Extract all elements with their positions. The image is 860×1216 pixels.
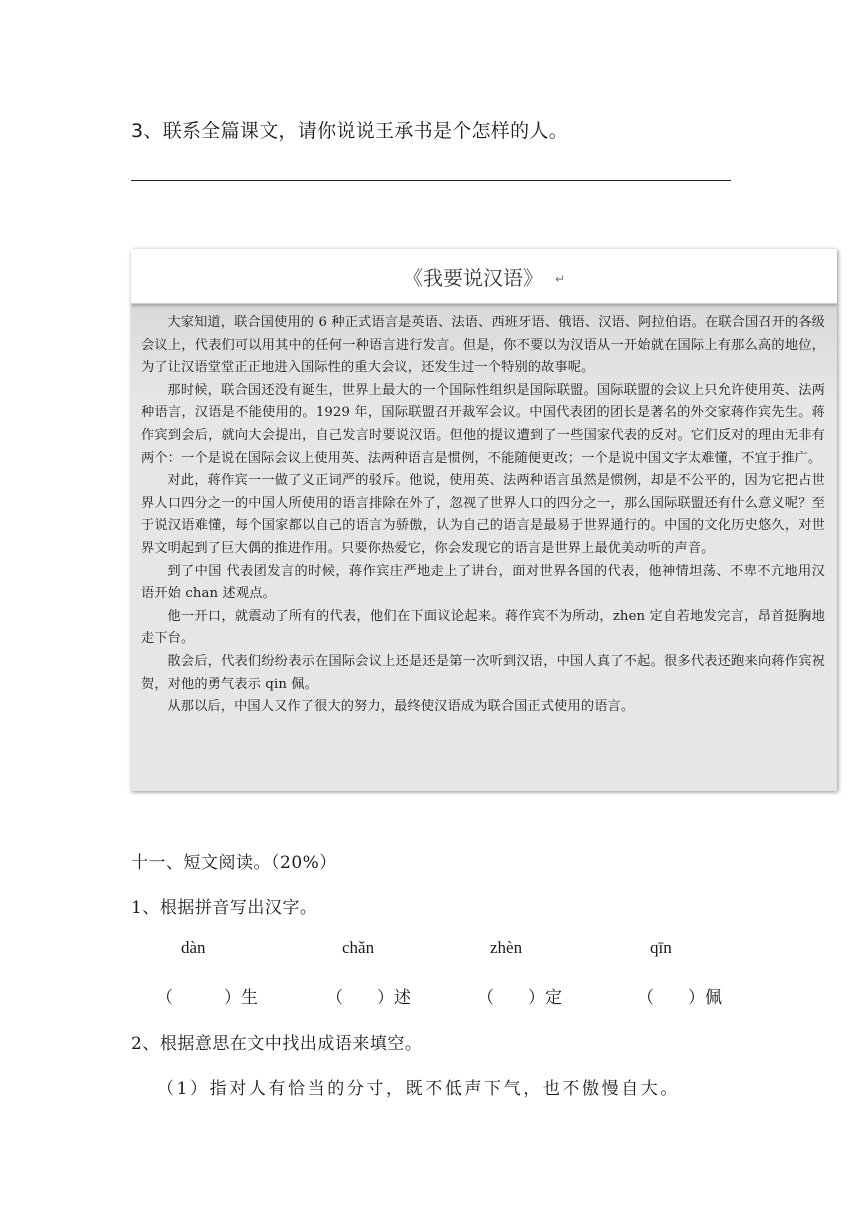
passage-paragraph: 那时候，联合国还没有诞生，世界上最大的一个国际性组织是国际联盟。国际联盟的会议上只允许使用英、法两种语言，汉语是不能使用的。1929 年，国际联盟召开裁军会议。中国代表团的团长是著名的外交家蒋作宾先生。蒋作宾到会后，就向大会提出，自己发言时要说汉语。但他的提议遭到了一些国家代表的反对。它们反对的理由无非有两个：一个是说在国际会议上使用英、法两种语言是惯例，不能随便更改；一个是说中国文字太难懂，不宜于推广。 — [141, 382, 825, 466]
question-2-item-1: （1）指对人有恰当的分寸，既不低声下气，也不傲慢自大。 — [157, 1079, 681, 1099]
passage-paragraph: 到了中国 代表团发言的时候，蒋作宾庄严地走上了讲台，面对世界各国的代表，他神情坦荡、不卑不亢地用汉语开始 chan 述观点。 — [141, 563, 825, 602]
passage-paragraph: 从那以后，中国人又作了很大的努力，最终使汉语成为联合国正式使用的语言。 — [167, 699, 635, 715]
section-11-title: 十一、短文阅读。（20%） — [131, 853, 337, 873]
pinyin-3: zhèn — [490, 938, 523, 957]
question-2: 2、根据意思在文中找出成语来填空。 — [131, 1034, 423, 1054]
passage-title: 《我要说汉语》 — [402, 265, 543, 290]
pinyin-4: qīn — [650, 938, 672, 957]
passage-paragraph: 大家知道，联合国使用的 6 种正式语言是英语、法语、西班牙语、俄语、汉语、阿拉伯语。在联合国召开的各级会议上，代表们可以用其中的任何一种语言进行发言。但是，你不要以为汉语从一开始就在国际上有那么高的地位，为了让汉语堂堂正正地进入国际性的重大会议，还发生过一个特别的故事呢。 — [141, 315, 825, 376]
return-mark-icon: ↵ — [554, 272, 566, 286]
passage-paragraph: 他一开口，就震动了所有的代表，他们在下面议论起来。蒋作宾不为所动，zhen 定自若地发完言，昂首挺胸地走下台。 — [141, 608, 825, 647]
answer-line — [131, 180, 731, 181]
blank-1: （ ）生 — [156, 988, 258, 1008]
question-1: 1、根据拼音写出汉字。 — [131, 898, 318, 918]
passage-image — [131, 249, 837, 791]
question-3: 3、联系全篇课文，请你说说王承书是个怎样的人。 — [131, 120, 568, 142]
pinyin-2: chǎn — [342, 938, 375, 957]
passage-body — [131, 304, 837, 790]
passage-paragraph: 散会后，代表们纷纷表示在国际会议上还是还是第一次听到汉语，中国人真了不起。很多代表还跑来向蒋作宾祝贺，对他的勇气表示 qin 佩。 — [141, 653, 825, 692]
blank-4: （ ）佩 — [637, 988, 722, 1008]
passage-header — [131, 249, 837, 304]
blank-3: （ ）定 — [477, 988, 562, 1008]
blank-2: （ ）述 — [326, 988, 411, 1008]
passage-paragraph: 对此，蒋作宾一一做了义正词严的驳斥。他说，使用英、法两种语言虽然是惯例，却是不公平的，因为它把占世界人口四分之一的中国人所使用的语言排除在外了，忽视了世界人口的四分之一，那么国际联盟还有什么意义呢？至于说汉语难懂，每个国家都以自己的语言为骄傲，认为自己的语言是最易于世界通行的。中国的文化历史悠久，对世界文明起到了巨大偶的推进作用。只要你热爱它，你会发现它的语言是世界上最优美动听的声音。 — [141, 473, 825, 556]
pinyin-1: dàn — [181, 938, 206, 957]
